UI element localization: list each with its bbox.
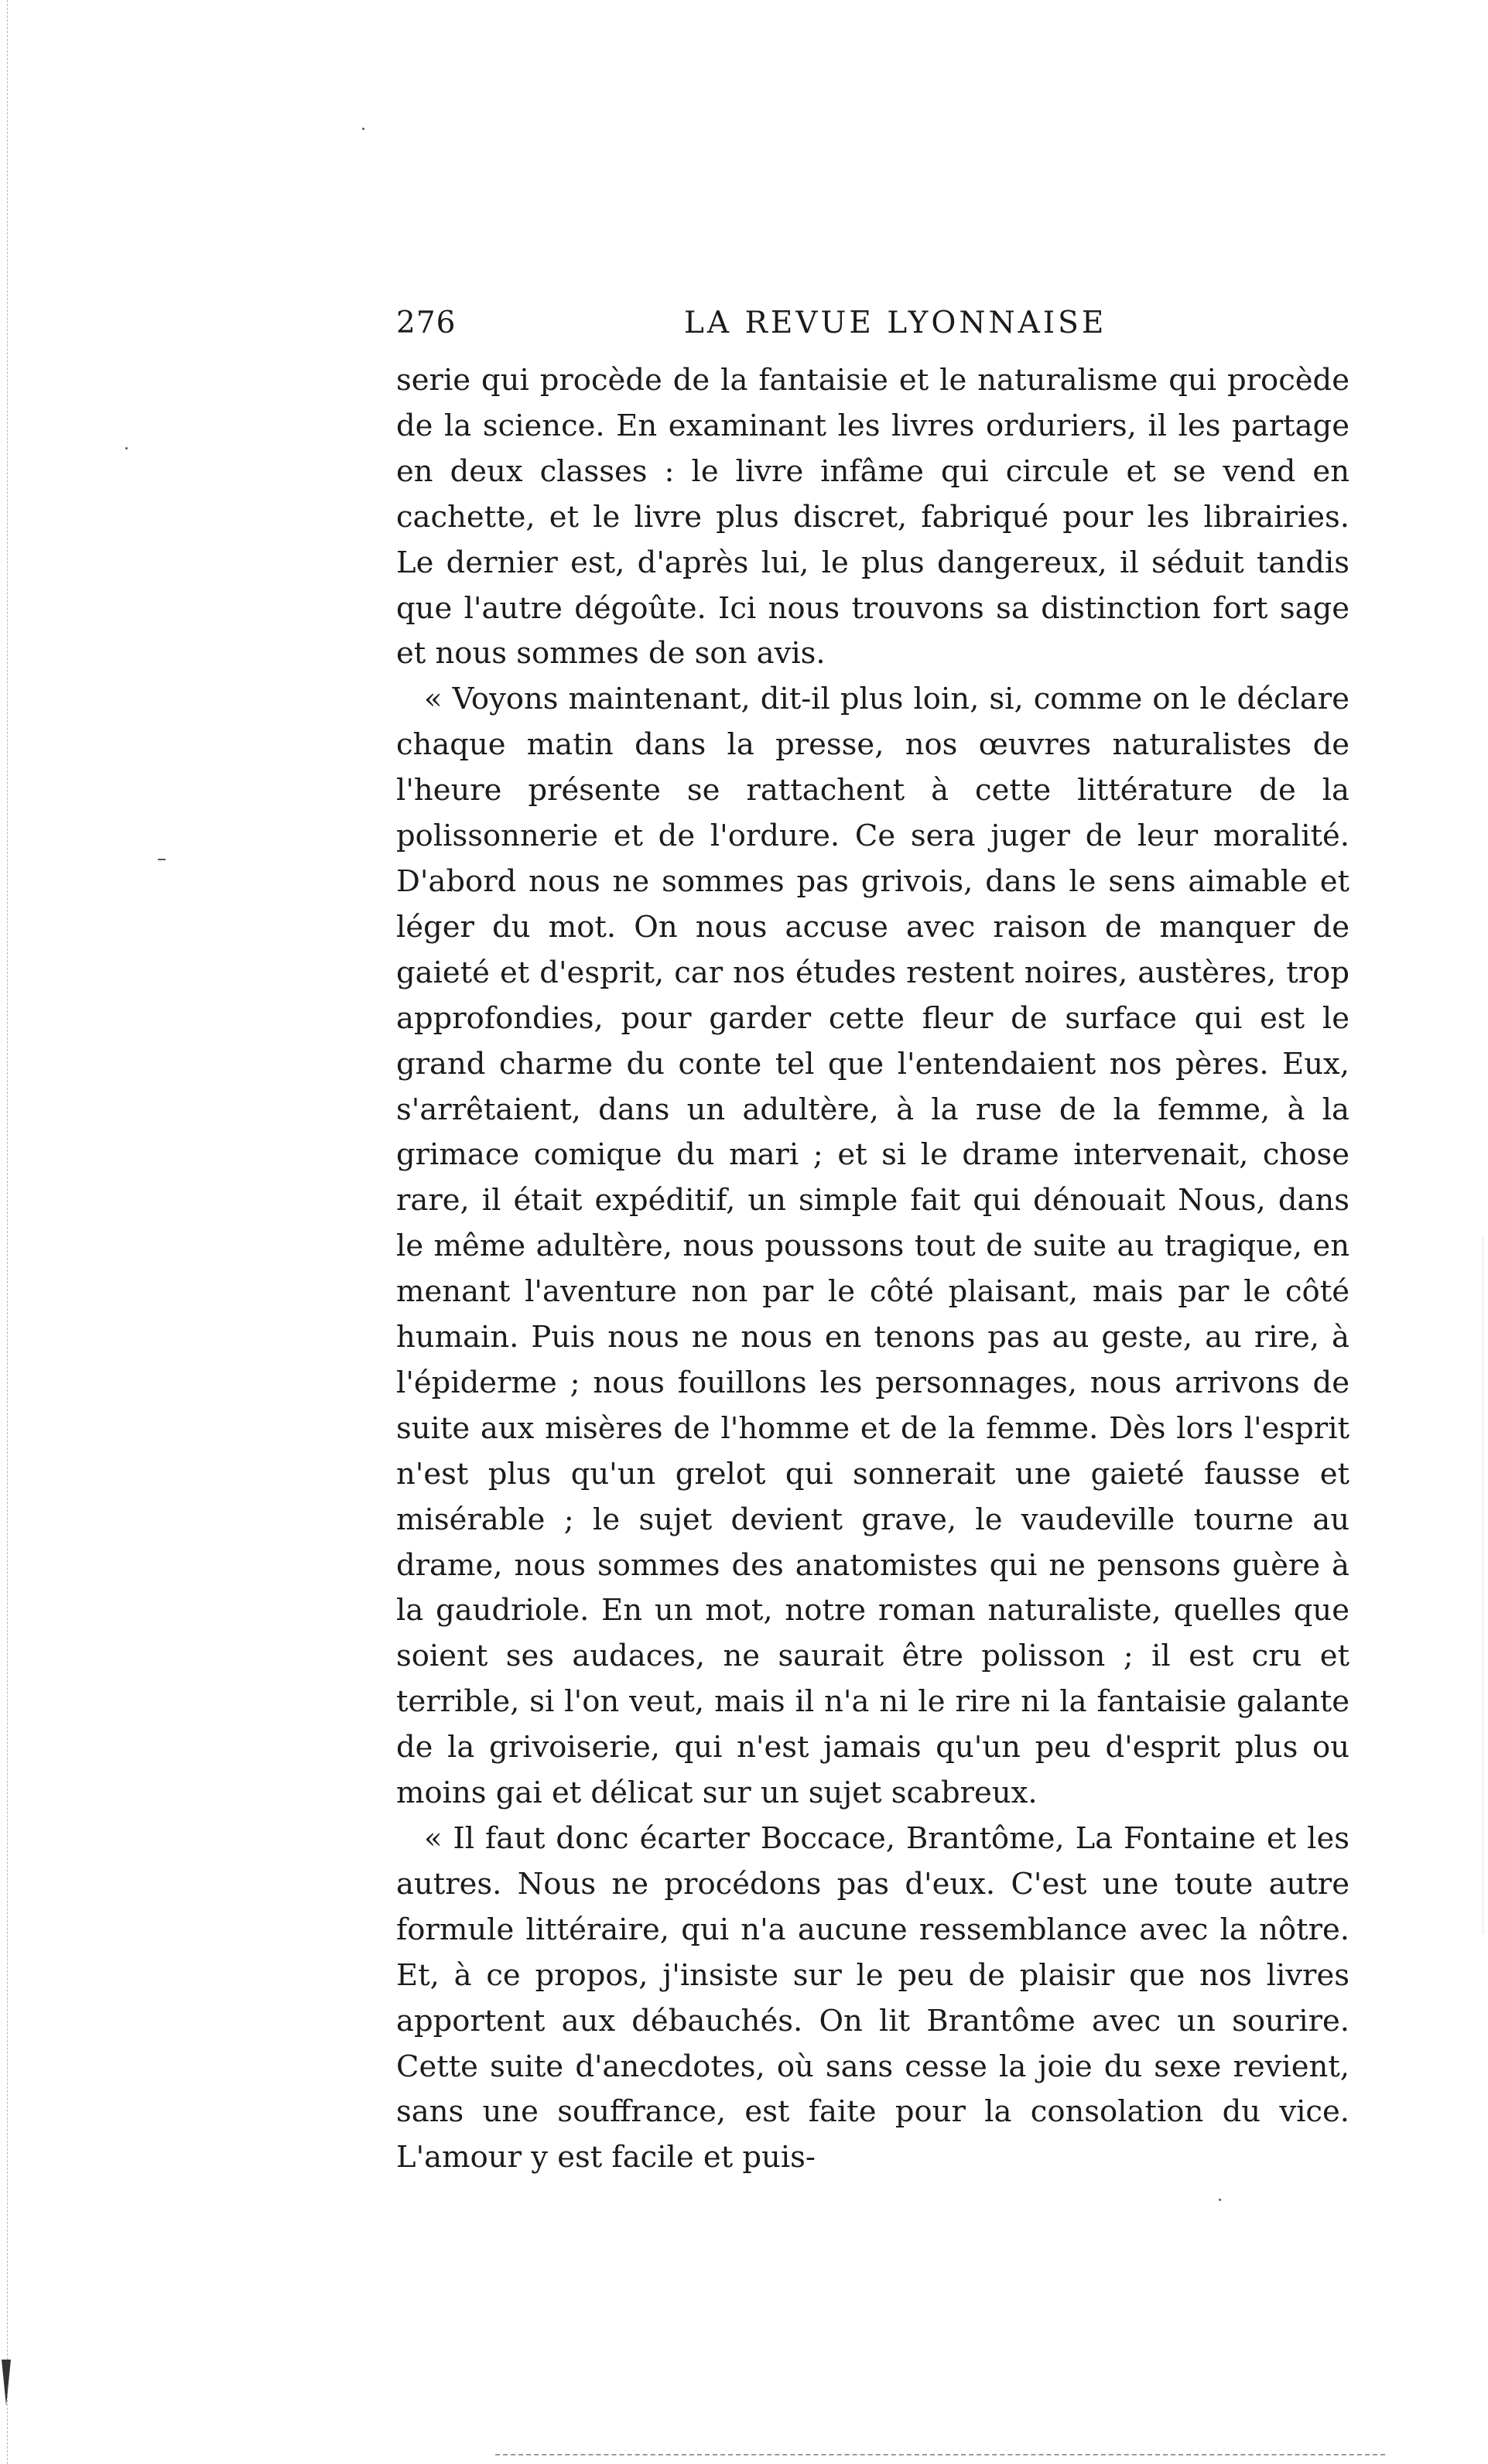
paragraph: « Voyons maintenant, dit-il plus loin, si, comme on le déclare chaque matin dans la presse, nos œuvres naturalistes de l'heure présente se rattachent à cette littérature de la polissonnerie et de l'ordure. Ce sera juger de leur moralité. D'abord nous ne sommes pas grivois, dans le sens aimable et léger du mot. On nous accuse avec raison de manquer de gaieté et d'esprit, car nos études restent noires, austères, trop approfondies, pour garder cette fleur de surface qui est le grand charme du conte tel que l'entendaient nos pères. Eux, s'arrêtaient, dans un adultère, à la ruse de la femme, à la grimace comique du mari ; et si le drame intervenait, chose rare, il était expéditif, un simple fait qui dénouait Nous, dans le même adultère, nous poussons tout de suite au tragique, en menant l'aventure non par le côté plaisant, mais par le côté humain. Puis nous ne nous en tenons pas au geste, au rire, à l'épiderme ; nous fouillons les personnages, nous arrivons de suite aux misères de l'homme et de la femme. Dès lors l'esprit n'est plus qu'un grelot qui sonnerait une gaieté fausse et misérable ; le sujet devient grave, le vaudeville tourne au drame, nous sommes des anatomistes qui ne pensons guère à la gaudriole. En un mot, notre roman naturaliste, quelles que soient ses audaces, ne saurait être polisson ; il est cru et terrible, si l'on veut, mais il n'a ni le rire ni la fantaisie galante de la grivoiserie, qui n'est jamais qu'un peu d'esprit plus ou moins gai et délicat sur un sujet scabreux. [396,682,1349,1811]
running-title: LA REVUE LYONNAISE [684,306,1107,340]
page-header [396,306,1356,352]
scan-speck [125,447,128,449]
page-edge-right [1483,1238,1485,1934]
paragraph: « Il faut donc écarter Boccace, Brantôme, La Fontaine et les autres. Nous ne procédons pas d'eux. C'est une toute autre formule littéraire, qui n'a aucune ressemblance avec la nôtre. Et, à ce propos, j'insiste sur le peu de plaisir que nos livres apportent aux débauchés. On lit Brantôme avec un sourire. Cette suite d'anecdotes, où sans cesse la joie du sexe revient, sans une souffrance, est faite pour la consolation du vice. L'amour y est facile et puis- [396,1821,1349,2175]
scan-speck [158,859,166,860]
binding-edge [0,0,8,2464]
bottom-edge-rule [495,2454,1385,2455]
scan-speck [1219,2199,1221,2201]
binding-mark [2,2360,11,2406]
body-text [396,358,1349,2181]
continued-paragraph: serie qui procède de la fantaisie et le naturalisme qui procède de la science. En examinant les livres orduriers, il les partage en deux classes : le livre infâme qui circule et se vend en cachette, et le livre plus discret, fabriqué pour les librairies. Le dernier est, d'après lui, le plus dangereux, il séduit tandis que l'autre dégoûte. Ici nous trouvons sa distinction fort sage et nous sommes de son avis. [396,363,1349,672]
scan-speck [362,128,364,130]
page-number: 276 [396,306,457,340]
